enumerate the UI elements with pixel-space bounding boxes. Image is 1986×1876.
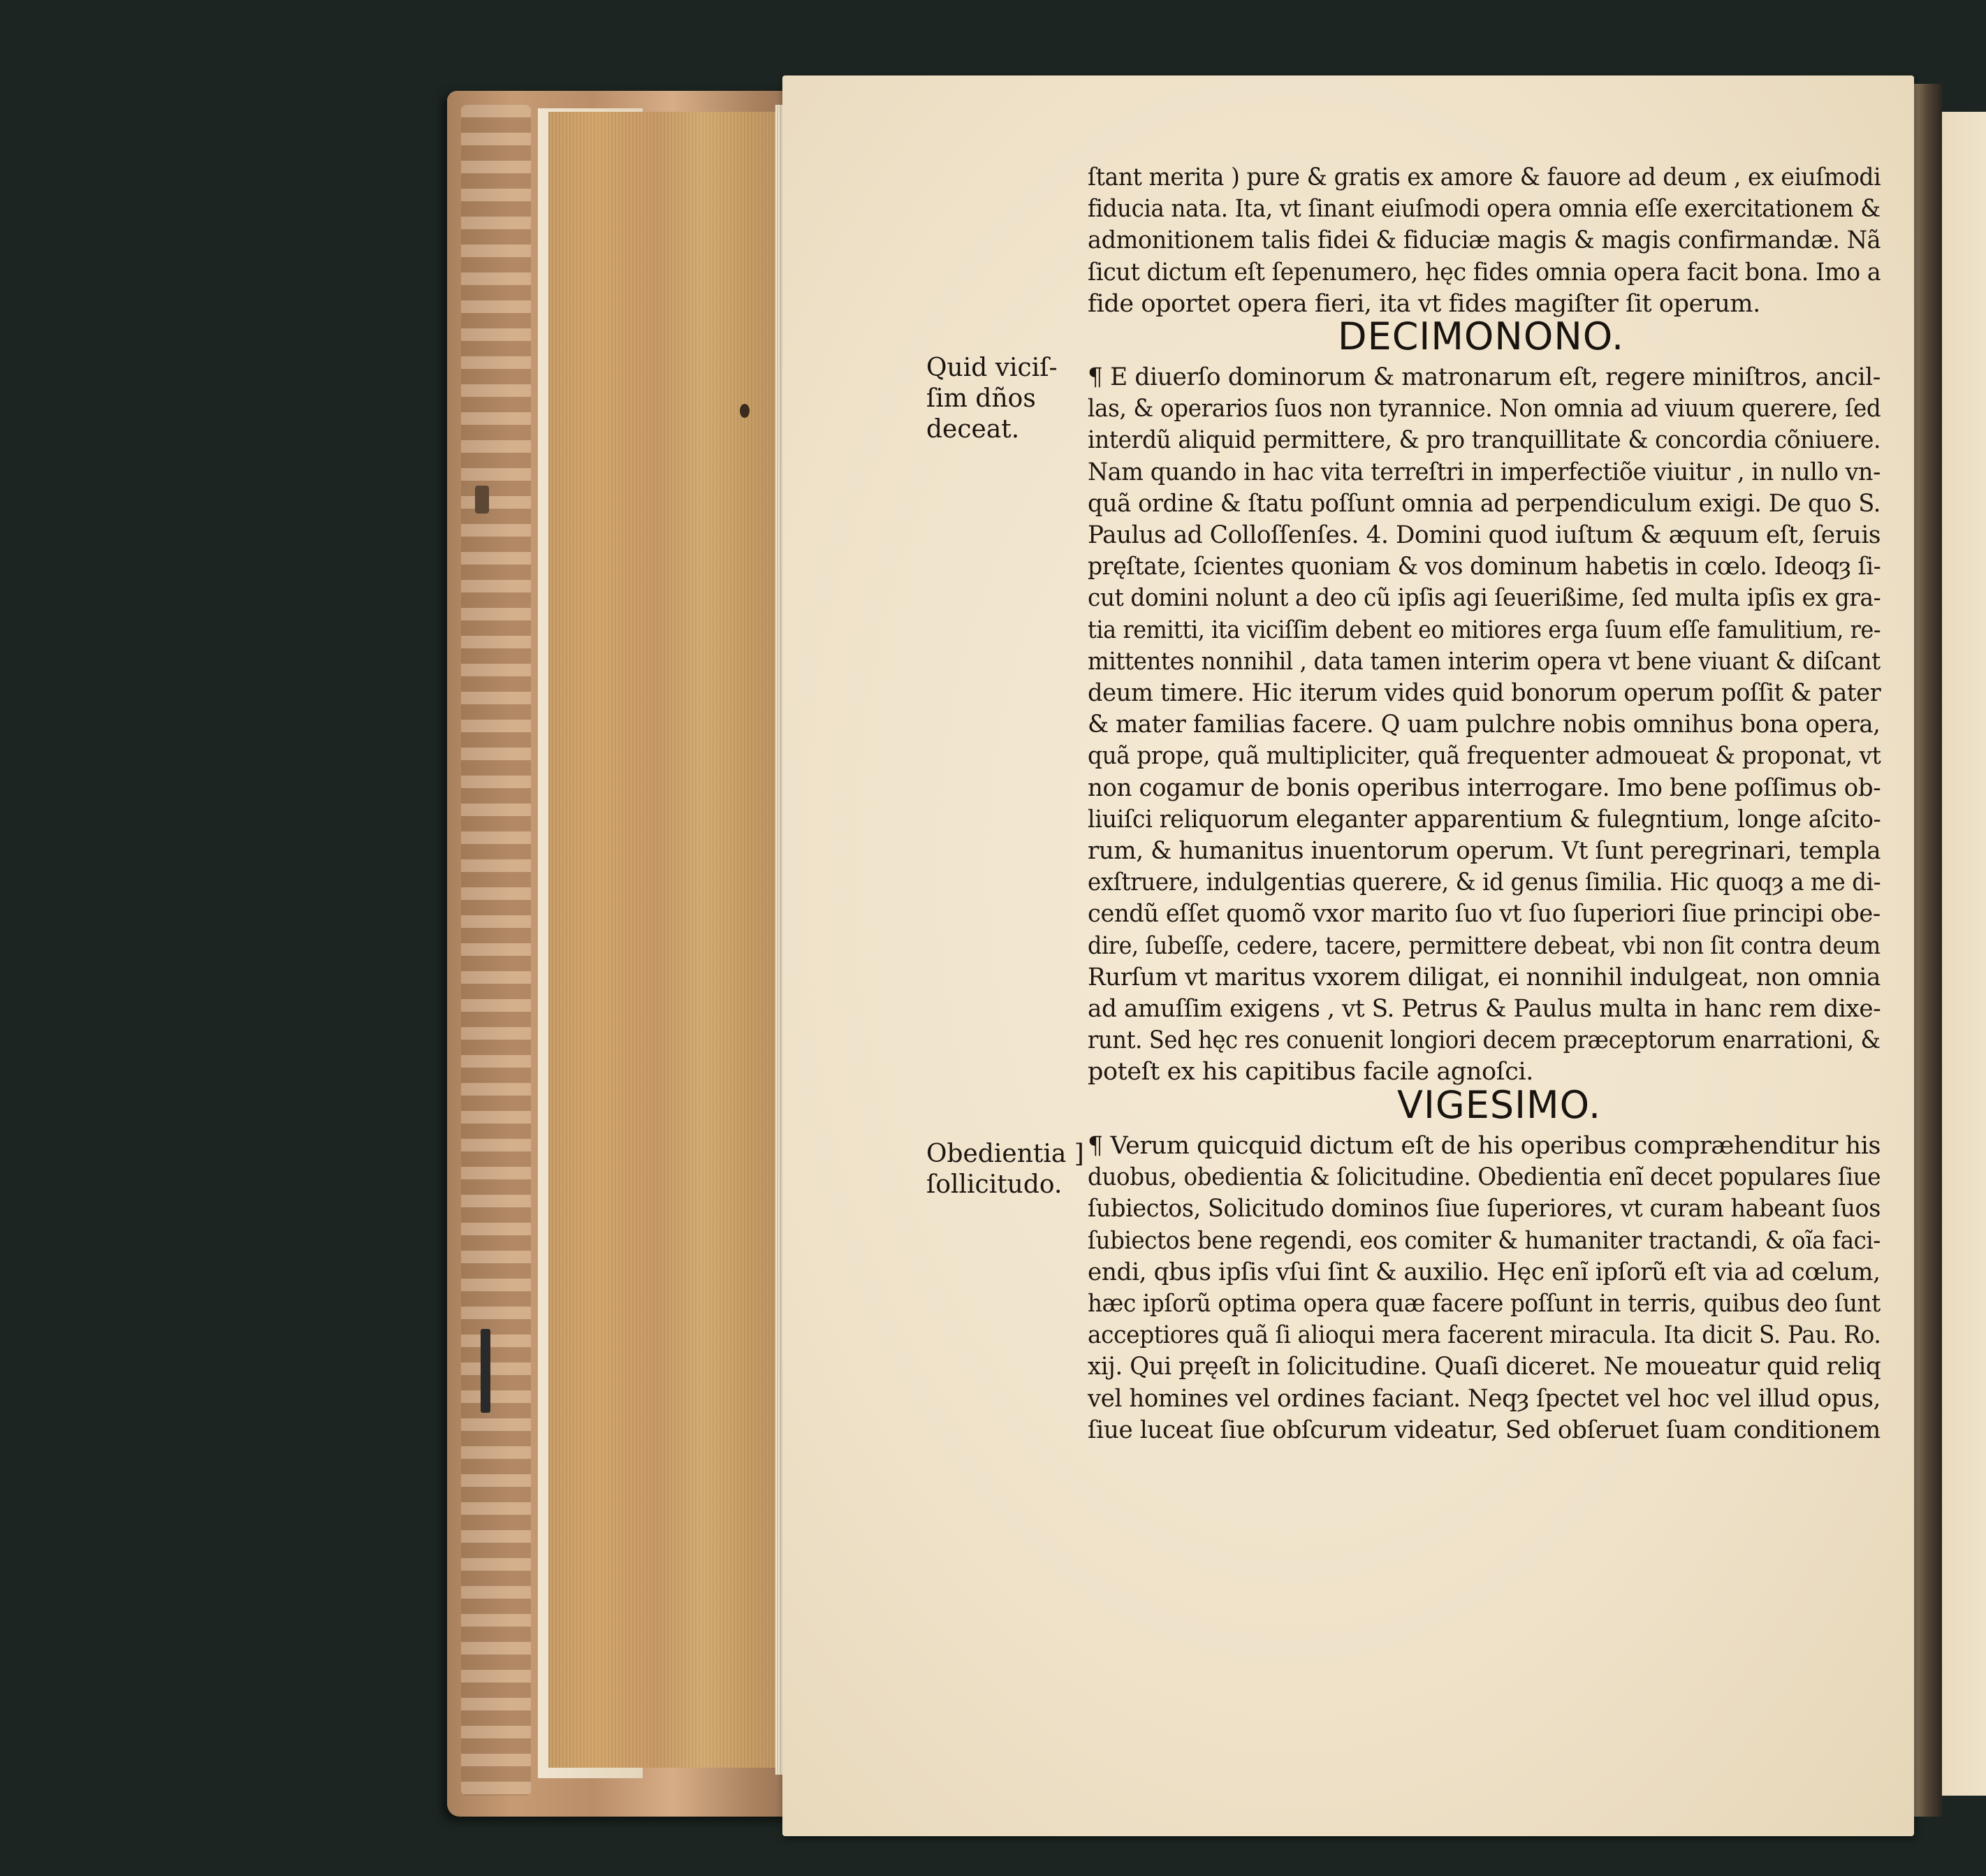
text-line: poteſt ex his capitibus facile agnoſci. [1088, 1058, 1533, 1086]
text-line: xij. Qui pręeſt in ſolicitudine. Quaſi diceret. Ne moueatur quid reliq [1088, 1353, 1881, 1381]
paragraph-top [1088, 162, 1881, 320]
section-heading: VIGESIMO. [1397, 1083, 1602, 1127]
text-line: mittentes nonnihil , data tamen interim opera vt bene viuant & diſcant [1088, 647, 1881, 676]
text-line: ſiue luceat ſiue obſcurum videatur, Sed obſeruet ſuam conditionem [1088, 1416, 1881, 1444]
text-line: & mater familias facere. Q uam pulchre nobis omnihus bona opera, [1088, 711, 1881, 739]
text-line: ¶ Verum quicquid dictum eſt de his operibus compræhenditur his [1088, 1132, 1881, 1160]
binding-tab [475, 486, 489, 514]
text-line: ſtant merita ) pure & gratis ex amore & fauore ad deum , ex eiuſmodi [1088, 163, 1881, 191]
margin-note [926, 1139, 1084, 1200]
section-heading: DECIMONONO. [1338, 314, 1625, 358]
clasp-icon [481, 1329, 490, 1413]
margin-note-line: Quid viciſ- [926, 354, 1058, 382]
text-line: liuiſci reliquorum eleganter apparentium & fulegntium, longe aſcito- [1088, 805, 1881, 834]
text-line: Rurſum vt maritus vxorem diligat, ei nonnihil indulgeat, non omnia [1088, 963, 1881, 991]
text-line: deum timere. Hic iterum vides quid bonorum operum poſſit & pater [1088, 679, 1881, 708]
text-line: ſubiectos, Solicitudo dominos ſiue ſuperiores, vt curam habeant ſuos [1088, 1195, 1881, 1223]
text-line: tia remitti, ita viciſſim debent eo mitiores erga ſuum eſſe famulitium, re- [1088, 616, 1881, 644]
paragraph-section-20 [1088, 1130, 1881, 1446]
ink-spot [740, 404, 750, 418]
text-line: quã ordine & ſtatu poſſunt omnia ad perpendiculum exigi. De quo S. [1088, 489, 1881, 518]
margin-note-line: ſollicitudo. [926, 1170, 1063, 1199]
margin-note-line: ſim dños [926, 384, 1036, 413]
text-line: dire, ſubeſſe, cedere, tacere, permittere debeat, vbi non ſit contra deum [1088, 931, 1881, 960]
text-line: quã prope, quã multipliciter, quã frequenter admoueat & proponat, vt [1088, 742, 1881, 771]
text-line: ſicut dictum eſt ſepenumero, hęc fides omnia opera facit bona. Imo a [1088, 258, 1881, 286]
text-line: ad amuſſim exigens , vt S. Petrus & Paulus multa in hanc rem dixe- [1088, 995, 1881, 1024]
text-line: admonitionem talis fidei & fiduciæ magis & magis confirmandæ. Nã [1088, 226, 1881, 255]
text-line: hæc ipſorũ optima opera quæ facere poſſunt in terris, quibus deo ſunt [1088, 1290, 1881, 1318]
text-line: cut domini nolunt a deo cũ ipſis agi ſeuerißime, ſed multa ipſis ex gra- [1088, 584, 1881, 613]
text-line: las, & operarios ſuos non tyrannice. Non omnia ad viuum querere, ſed [1088, 395, 1881, 423]
text-line: fide oportet opera fieri, ita vt fides magiſter ſit operum. [1088, 289, 1760, 318]
text-line: pręſtate, ſcientes quoniam & vos dominum habetis in cœlo. Ideoqȝ ſi- [1088, 553, 1881, 581]
text-line: interdũ aliquid permittere, & pro tranquillitate & concordia cõniuere. [1088, 426, 1881, 455]
text-line: vel homines vel ordines faciant. Neqȝ ſpectet vel hoc vel illud opus, [1088, 1384, 1881, 1413]
text-line: Nam quando in hac vita terreſtri in imperfectiõe viuitur , in nullo vn- [1088, 458, 1881, 486]
text-line: runt. Sed hęc res conuenit longiori decem præceptorum enarrationi, & [1088, 1026, 1881, 1055]
text-line: cendũ eſſet quomõ vxor marito ſuo vt ſuo ſuperiori ſiue principi obe- [1088, 900, 1881, 929]
text-line: fiducia nata. Ita, vt ſinant eiuſmodi opera omnia eſſe exercitationem & [1088, 195, 1881, 224]
text-line: endi, qbus ipſis vſui ſint & auxilio. Hęc enĩ ipſorũ eſt via ad cœlum, [1088, 1258, 1881, 1286]
text-line: acceptiores quã ſi alioqui mera facerent miracula. Ita dicit S. Pau. Ro. [1088, 1321, 1881, 1350]
text-line: Paulus ad Colloſſenſes. 4. Domini quod iuſtum & æquum eſt, ſeruis [1088, 521, 1881, 550]
margin-note-line: deceat. [926, 415, 1020, 444]
text-line: exſtruere, indulgentias querere, & id genus ſimilia. Hic quoqȝ a me di- [1088, 868, 1881, 897]
gilt-page-edges [548, 112, 786, 1768]
text-line: duobus, obedientia & ſolicitudine. Obedientia enĩ decet populares ſiue [1088, 1163, 1881, 1192]
paragraph-section-19 [1088, 362, 1881, 1089]
margin-note-line: Obedientia ] [926, 1140, 1084, 1168]
cover-edge-texture [461, 105, 531, 1796]
text-line: ¶ E diuerſo dominorum & matronarum eſt, regere miniſtros, ancil- [1088, 363, 1881, 391]
margin-note [926, 353, 1058, 445]
text-line: non cogamur de bonis operibus interrogare. Imo bene poſſimus ob- [1088, 773, 1881, 802]
text-line: rum, & humanitus inuentorum operum. Vt ſunt peregrinari, templa [1088, 837, 1881, 866]
facing-page-edge [1935, 112, 1986, 1796]
text-line: ſubiectos bene regendi, eos comiter & humaniter tractandi, & oĩa faci- [1088, 1226, 1881, 1255]
